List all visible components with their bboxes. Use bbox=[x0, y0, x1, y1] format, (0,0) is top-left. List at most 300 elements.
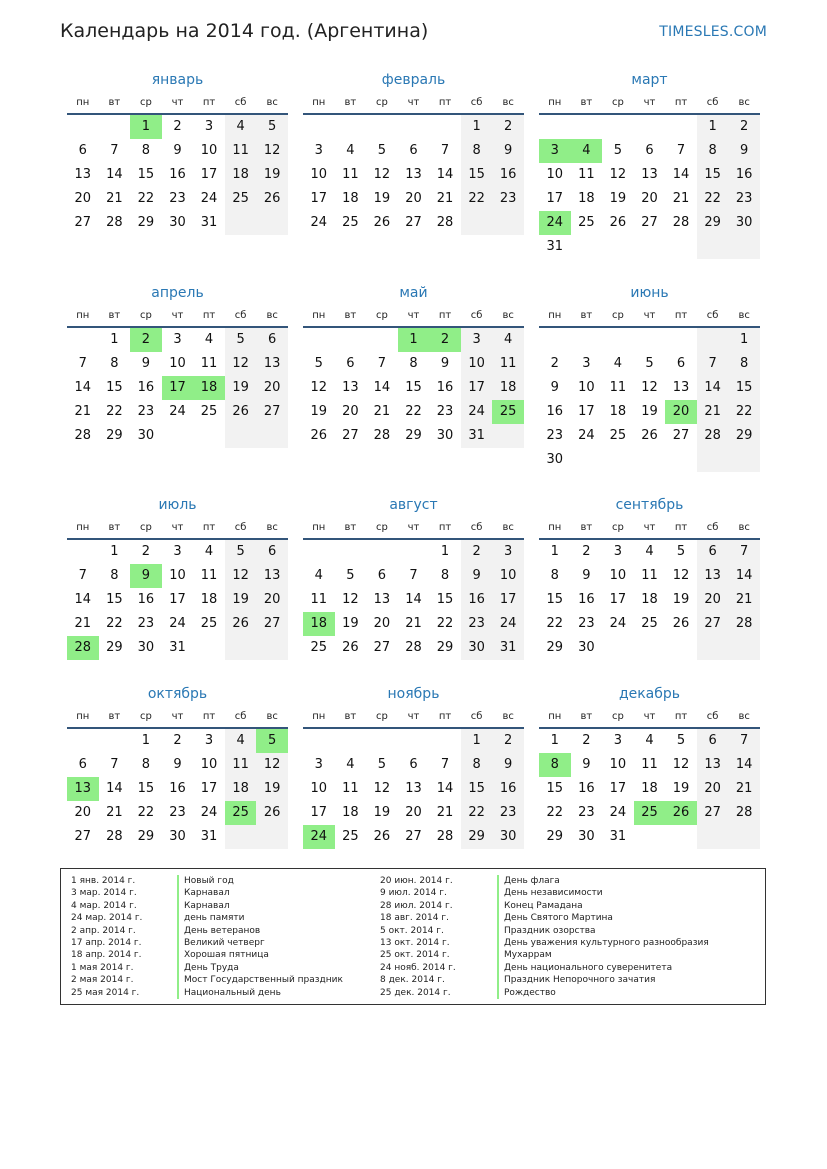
day-cell[interactable]: 7 bbox=[78, 356, 87, 371]
holiday-day-cell[interactable]: 5 bbox=[256, 729, 288, 753]
day-cell[interactable]: 21 bbox=[436, 191, 454, 206]
day-cell[interactable]: 10 bbox=[310, 167, 328, 182]
holiday-day-cell[interactable]: 26 bbox=[665, 801, 697, 825]
day-cell[interactable]: 29 bbox=[405, 428, 422, 443]
day-cell[interactable]: 30 bbox=[137, 428, 155, 443]
day-cell[interactable]: 17 bbox=[310, 805, 328, 820]
day-cell[interactable]: 23 bbox=[492, 187, 524, 211]
day-cell[interactable]: 6 bbox=[78, 757, 87, 772]
day-cell[interactable]: 31 bbox=[461, 424, 493, 448]
day-cell[interactable]: 20 bbox=[697, 588, 729, 612]
day-cell[interactable]: 8 bbox=[461, 139, 493, 163]
day-cell[interactable]: 5 bbox=[676, 544, 686, 559]
day-cell[interactable]: 30 bbox=[492, 825, 524, 849]
day-cell[interactable]: 9 bbox=[582, 757, 591, 772]
day-cell[interactable]: 7 bbox=[110, 143, 119, 158]
day-cell[interactable]: 21 bbox=[436, 805, 454, 820]
day-cell[interactable]: 19 bbox=[342, 616, 359, 631]
day-cell[interactable]: 31 bbox=[609, 829, 627, 844]
day-cell[interactable]: 13 bbox=[256, 352, 288, 376]
day-cell[interactable]: 4 bbox=[314, 568, 323, 583]
day-cell[interactable]: 22 bbox=[436, 616, 454, 631]
holiday-day-cell[interactable]: 3 bbox=[539, 139, 571, 163]
day-cell[interactable]: 4 bbox=[492, 328, 524, 352]
day-cell[interactable]: 2 bbox=[173, 119, 182, 134]
holiday-day-cell[interactable]: 9 bbox=[130, 564, 162, 588]
day-cell[interactable]: 2 bbox=[492, 729, 524, 753]
day-cell[interactable]: 3 bbox=[314, 757, 323, 772]
day-cell[interactable]: 27 bbox=[256, 400, 288, 424]
day-cell[interactable]: 29 bbox=[546, 829, 564, 844]
day-cell[interactable]: 4 bbox=[204, 544, 214, 559]
holiday-day-cell[interactable]: 18 bbox=[193, 376, 225, 400]
day-cell[interactable]: 11 bbox=[492, 352, 524, 376]
day-cell[interactable]: 8 bbox=[697, 139, 729, 163]
day-cell[interactable]: 30 bbox=[578, 640, 595, 655]
day-cell[interactable]: 6 bbox=[377, 568, 387, 583]
day-cell[interactable]: 30 bbox=[436, 428, 454, 443]
day-cell[interactable]: 10 bbox=[200, 143, 218, 158]
day-cell[interactable]: 17 bbox=[200, 781, 218, 796]
day-cell[interactable]: 13 bbox=[641, 167, 658, 182]
day-cell[interactable]: 12 bbox=[373, 167, 391, 182]
day-cell[interactable]: 25 bbox=[342, 829, 359, 844]
day-cell[interactable]: 23 bbox=[578, 616, 595, 631]
day-cell[interactable]: 30 bbox=[728, 211, 760, 235]
day-cell[interactable]: 11 bbox=[225, 753, 257, 777]
day-cell[interactable]: 4 bbox=[346, 757, 355, 772]
day-cell[interactable]: 14 bbox=[106, 781, 123, 796]
day-cell[interactable]: 22 bbox=[461, 801, 493, 825]
day-cell[interactable]: 11 bbox=[342, 781, 359, 796]
day-cell[interactable]: 16 bbox=[436, 380, 454, 395]
day-cell[interactable]: 10 bbox=[200, 757, 218, 772]
day-cell[interactable]: 16 bbox=[137, 380, 155, 395]
day-cell[interactable]: 24 bbox=[609, 616, 627, 631]
day-cell[interactable]: 2 bbox=[461, 540, 493, 564]
day-cell[interactable]: 14 bbox=[74, 380, 92, 395]
day-cell[interactable]: 15 bbox=[461, 777, 493, 801]
day-cell[interactable]: 16 bbox=[169, 167, 186, 182]
day-cell[interactable]: 22 bbox=[106, 616, 123, 631]
day-cell[interactable]: 2 bbox=[582, 544, 591, 559]
day-cell[interactable]: 8 bbox=[110, 568, 119, 583]
day-cell[interactable]: 26 bbox=[256, 187, 288, 211]
day-cell[interactable]: 21 bbox=[697, 400, 729, 424]
day-cell[interactable]: 23 bbox=[137, 404, 155, 419]
day-cell[interactable]: 4 bbox=[204, 332, 214, 347]
day-cell[interactable]: 5 bbox=[256, 115, 288, 139]
day-cell[interactable]: 21 bbox=[728, 588, 760, 612]
day-cell[interactable]: 15 bbox=[106, 592, 123, 607]
day-cell[interactable]: 12 bbox=[672, 568, 690, 583]
day-cell[interactable]: 16 bbox=[578, 781, 595, 796]
day-cell[interactable]: 5 bbox=[225, 328, 257, 352]
day-cell[interactable]: 10 bbox=[310, 781, 328, 796]
day-cell[interactable]: 20 bbox=[74, 805, 92, 820]
day-cell[interactable]: 8 bbox=[110, 356, 119, 371]
day-cell[interactable]: 11 bbox=[342, 167, 359, 182]
day-cell[interactable]: 22 bbox=[697, 187, 729, 211]
day-cell[interactable]: 5 bbox=[225, 540, 257, 564]
day-cell[interactable]: 15 bbox=[728, 376, 760, 400]
day-cell[interactable]: 15 bbox=[461, 163, 493, 187]
day-cell[interactable]: 1 bbox=[550, 733, 559, 748]
day-cell[interactable]: 23 bbox=[492, 801, 524, 825]
day-cell[interactable]: 27 bbox=[672, 428, 690, 443]
day-cell[interactable]: 16 bbox=[492, 777, 524, 801]
day-cell[interactable]: 8 bbox=[440, 568, 450, 583]
day-cell[interactable]: 14 bbox=[697, 376, 729, 400]
day-cell[interactable]: 7 bbox=[728, 729, 760, 753]
day-cell[interactable]: 11 bbox=[641, 757, 658, 772]
holiday-day-cell[interactable]: 2 bbox=[130, 328, 162, 352]
day-cell[interactable]: 6 bbox=[409, 143, 418, 158]
day-cell[interactable]: 30 bbox=[137, 640, 155, 655]
day-cell[interactable]: 12 bbox=[225, 352, 257, 376]
day-cell[interactable]: 3 bbox=[173, 332, 182, 347]
day-cell[interactable]: 19 bbox=[225, 588, 257, 612]
day-cell[interactable]: 17 bbox=[609, 592, 627, 607]
day-cell[interactable]: 20 bbox=[373, 616, 391, 631]
day-cell[interactable]: 31 bbox=[546, 239, 564, 254]
holiday-day-cell[interactable]: 4 bbox=[571, 139, 603, 163]
day-cell[interactable]: 17 bbox=[578, 404, 595, 419]
day-cell[interactable]: 4 bbox=[613, 356, 623, 371]
day-cell[interactable]: 9 bbox=[550, 380, 559, 395]
day-cell[interactable]: 31 bbox=[200, 829, 218, 844]
day-cell[interactable]: 22 bbox=[106, 404, 123, 419]
day-cell[interactable]: 26 bbox=[641, 428, 658, 443]
day-cell[interactable]: 9 bbox=[492, 139, 524, 163]
day-cell[interactable]: 1 bbox=[141, 733, 151, 748]
day-cell[interactable]: 12 bbox=[256, 753, 288, 777]
day-cell[interactable]: 6 bbox=[697, 729, 729, 753]
day-cell[interactable]: 29 bbox=[436, 640, 454, 655]
day-cell[interactable]: 7 bbox=[409, 568, 418, 583]
day-cell[interactable]: 12 bbox=[641, 380, 658, 395]
day-cell[interactable]: 13 bbox=[672, 380, 690, 395]
day-cell[interactable]: 3 bbox=[613, 544, 623, 559]
day-cell[interactable]: 13 bbox=[697, 564, 729, 588]
day-cell[interactable]: 16 bbox=[578, 592, 595, 607]
day-cell[interactable]: 12 bbox=[609, 167, 627, 182]
day-cell[interactable]: 26 bbox=[373, 829, 391, 844]
day-cell[interactable]: 25 bbox=[310, 640, 328, 655]
day-cell[interactable]: 10 bbox=[609, 568, 627, 583]
day-cell[interactable]: 21 bbox=[106, 805, 123, 820]
day-cell[interactable]: 29 bbox=[728, 424, 760, 448]
day-cell[interactable]: 18 bbox=[342, 191, 359, 206]
day-cell[interactable]: 28 bbox=[436, 829, 454, 844]
holiday-day-cell[interactable]: 25 bbox=[634, 801, 666, 825]
day-cell[interactable]: 9 bbox=[728, 139, 760, 163]
day-cell[interactable]: 3 bbox=[204, 119, 214, 134]
day-cell[interactable]: 15 bbox=[405, 380, 422, 395]
holiday-day-cell[interactable]: 28 bbox=[67, 636, 99, 660]
day-cell[interactable]: 25 bbox=[578, 215, 595, 230]
day-cell[interactable]: 5 bbox=[377, 143, 387, 158]
day-cell[interactable]: 23 bbox=[546, 428, 564, 443]
day-cell[interactable]: 13 bbox=[373, 592, 391, 607]
day-cell[interactable]: 16 bbox=[169, 781, 186, 796]
day-cell[interactable]: 26 bbox=[672, 616, 690, 631]
day-cell[interactable]: 12 bbox=[373, 781, 391, 796]
day-cell[interactable]: 18 bbox=[641, 592, 658, 607]
day-cell[interactable]: 2 bbox=[550, 356, 559, 371]
day-cell[interactable]: 28 bbox=[728, 612, 760, 636]
day-cell[interactable]: 28 bbox=[728, 801, 760, 825]
day-cell[interactable]: 10 bbox=[492, 564, 524, 588]
day-cell[interactable]: 14 bbox=[728, 564, 760, 588]
holiday-day-cell[interactable]: 2 bbox=[429, 328, 461, 352]
brand-logo-text[interactable]: TIMESLES.COM bbox=[659, 24, 767, 40]
day-cell[interactable]: 17 bbox=[310, 191, 328, 206]
day-cell[interactable]: 30 bbox=[169, 215, 186, 230]
day-cell[interactable]: 20 bbox=[405, 805, 422, 820]
day-cell[interactable]: 27 bbox=[405, 215, 422, 230]
day-cell[interactable]: 22 bbox=[461, 187, 493, 211]
day-cell[interactable]: 11 bbox=[310, 592, 328, 607]
day-cell[interactable]: 7 bbox=[728, 540, 760, 564]
holiday-day-cell[interactable]: 1 bbox=[398, 328, 430, 352]
day-cell[interactable]: 10 bbox=[461, 352, 493, 376]
holiday-day-cell[interactable]: 20 bbox=[665, 400, 697, 424]
day-cell[interactable]: 27 bbox=[697, 612, 729, 636]
day-cell[interactable]: 4 bbox=[346, 143, 355, 158]
day-cell[interactable]: 25 bbox=[225, 187, 257, 211]
day-cell[interactable]: 23 bbox=[137, 616, 155, 631]
day-cell[interactable]: 28 bbox=[106, 829, 123, 844]
day-cell[interactable]: 19 bbox=[373, 805, 391, 820]
day-cell[interactable]: 17 bbox=[492, 588, 524, 612]
day-cell[interactable]: 20 bbox=[342, 404, 359, 419]
day-cell[interactable]: 24 bbox=[200, 191, 218, 206]
day-cell[interactable]: 18 bbox=[641, 781, 658, 796]
day-cell[interactable]: 9 bbox=[582, 568, 591, 583]
day-cell[interactable]: 13 bbox=[405, 167, 422, 182]
day-cell[interactable]: 21 bbox=[74, 404, 92, 419]
day-cell[interactable]: 24 bbox=[169, 404, 186, 419]
day-cell[interactable]: 25 bbox=[342, 215, 359, 230]
day-cell[interactable]: 8 bbox=[409, 356, 418, 371]
holiday-day-cell[interactable]: 1 bbox=[130, 115, 162, 139]
day-cell[interactable]: 28 bbox=[697, 424, 729, 448]
day-cell[interactable]: 18 bbox=[609, 404, 627, 419]
day-cell[interactable]: 13 bbox=[256, 564, 288, 588]
day-cell[interactable]: 14 bbox=[672, 167, 690, 182]
day-cell[interactable]: 21 bbox=[672, 191, 690, 206]
day-cell[interactable]: 16 bbox=[137, 592, 155, 607]
day-cell[interactable]: 7 bbox=[676, 143, 686, 158]
day-cell[interactable]: 1 bbox=[461, 115, 493, 139]
day-cell[interactable]: 11 bbox=[200, 356, 218, 371]
day-cell[interactable]: 5 bbox=[377, 757, 387, 772]
day-cell[interactable]: 15 bbox=[106, 380, 123, 395]
day-cell[interactable]: 22 bbox=[546, 805, 564, 820]
day-cell[interactable]: 11 bbox=[609, 380, 627, 395]
day-cell[interactable]: 16 bbox=[546, 404, 564, 419]
day-cell[interactable]: 14 bbox=[436, 781, 454, 796]
day-cell[interactable]: 21 bbox=[405, 616, 422, 631]
day-cell[interactable]: 30 bbox=[546, 452, 564, 467]
day-cell[interactable]: 3 bbox=[173, 544, 182, 559]
day-cell[interactable]: 1 bbox=[110, 332, 119, 347]
day-cell[interactable]: 9 bbox=[141, 356, 151, 371]
day-cell[interactable]: 22 bbox=[137, 191, 155, 206]
day-cell[interactable]: 20 bbox=[256, 588, 288, 612]
day-cell[interactable]: 19 bbox=[373, 191, 391, 206]
day-cell[interactable]: 27 bbox=[74, 829, 92, 844]
day-cell[interactable]: 23 bbox=[578, 805, 595, 820]
day-cell[interactable]: 13 bbox=[405, 781, 422, 796]
day-cell[interactable]: 17 bbox=[200, 167, 218, 182]
day-cell[interactable]: 14 bbox=[74, 592, 92, 607]
day-cell[interactable]: 3 bbox=[492, 540, 524, 564]
day-cell[interactable]: 19 bbox=[672, 781, 690, 796]
holiday-day-cell[interactable]: 25 bbox=[492, 400, 524, 424]
day-cell[interactable]: 9 bbox=[461, 564, 493, 588]
day-cell[interactable]: 29 bbox=[106, 640, 123, 655]
day-cell[interactable]: 16 bbox=[461, 588, 493, 612]
day-cell[interactable]: 6 bbox=[645, 143, 654, 158]
day-cell[interactable]: 28 bbox=[436, 215, 454, 230]
day-cell[interactable]: 19 bbox=[672, 592, 690, 607]
day-cell[interactable]: 13 bbox=[342, 380, 359, 395]
day-cell[interactable]: 18 bbox=[225, 777, 257, 801]
day-cell[interactable]: 9 bbox=[440, 356, 450, 371]
day-cell[interactable]: 15 bbox=[697, 163, 729, 187]
day-cell[interactable]: 25 bbox=[200, 616, 218, 631]
day-cell[interactable]: 26 bbox=[225, 612, 257, 636]
day-cell[interactable]: 29 bbox=[137, 829, 155, 844]
day-cell[interactable]: 29 bbox=[106, 428, 123, 443]
day-cell[interactable]: 2 bbox=[728, 115, 760, 139]
day-cell[interactable]: 28 bbox=[405, 640, 422, 655]
day-cell[interactable]: 7 bbox=[110, 757, 119, 772]
day-cell[interactable]: 30 bbox=[169, 829, 186, 844]
day-cell[interactable]: 19 bbox=[609, 191, 627, 206]
day-cell[interactable]: 27 bbox=[74, 215, 92, 230]
day-cell[interactable]: 12 bbox=[672, 757, 690, 772]
day-cell[interactable]: 18 bbox=[200, 592, 218, 607]
day-cell[interactable]: 10 bbox=[546, 167, 564, 182]
day-cell[interactable]: 7 bbox=[377, 356, 387, 371]
day-cell[interactable]: 15 bbox=[546, 592, 564, 607]
day-cell[interactable]: 19 bbox=[225, 376, 257, 400]
day-cell[interactable]: 26 bbox=[256, 801, 288, 825]
day-cell[interactable]: 27 bbox=[373, 640, 391, 655]
day-cell[interactable]: 23 bbox=[728, 187, 760, 211]
day-cell[interactable]: 26 bbox=[609, 215, 627, 230]
day-cell[interactable]: 24 bbox=[461, 400, 493, 424]
day-cell[interactable]: 14 bbox=[728, 753, 760, 777]
day-cell[interactable]: 6 bbox=[676, 356, 686, 371]
day-cell[interactable]: 20 bbox=[405, 191, 422, 206]
day-cell[interactable]: 28 bbox=[373, 428, 391, 443]
day-cell[interactable]: 1 bbox=[728, 328, 760, 352]
day-cell[interactable]: 26 bbox=[225, 400, 257, 424]
day-cell[interactable]: 1 bbox=[461, 729, 493, 753]
day-cell[interactable]: 8 bbox=[141, 757, 151, 772]
day-cell[interactable]: 14 bbox=[405, 592, 422, 607]
day-cell[interactable]: 28 bbox=[106, 215, 123, 230]
day-cell[interactable]: 5 bbox=[346, 568, 355, 583]
day-cell[interactable]: 25 bbox=[609, 428, 627, 443]
holiday-day-cell[interactable]: 13 bbox=[67, 777, 99, 801]
day-cell[interactable]: 16 bbox=[728, 163, 760, 187]
day-cell[interactable]: 6 bbox=[346, 356, 355, 371]
day-cell[interactable]: 29 bbox=[546, 640, 564, 655]
day-cell[interactable]: 26 bbox=[373, 215, 391, 230]
day-cell[interactable]: 8 bbox=[461, 753, 493, 777]
day-cell[interactable]: 6 bbox=[409, 757, 418, 772]
day-cell[interactable]: 3 bbox=[204, 733, 214, 748]
day-cell[interactable]: 3 bbox=[314, 143, 323, 158]
day-cell[interactable]: 4 bbox=[645, 544, 654, 559]
day-cell[interactable]: 6 bbox=[256, 540, 288, 564]
day-cell[interactable]: 29 bbox=[697, 211, 729, 235]
day-cell[interactable]: 7 bbox=[697, 352, 729, 376]
day-cell[interactable]: 21 bbox=[106, 191, 123, 206]
day-cell[interactable]: 17 bbox=[546, 191, 564, 206]
day-cell[interactable]: 18 bbox=[225, 163, 257, 187]
day-cell[interactable]: 19 bbox=[641, 404, 658, 419]
day-cell[interactable]: 17 bbox=[461, 376, 493, 400]
day-cell[interactable]: 1 bbox=[550, 544, 559, 559]
day-cell[interactable]: 23 bbox=[436, 404, 454, 419]
day-cell[interactable]: 24 bbox=[492, 612, 524, 636]
day-cell[interactable]: 23 bbox=[169, 805, 186, 820]
holiday-day-cell[interactable]: 8 bbox=[539, 753, 571, 777]
day-cell[interactable]: 14 bbox=[436, 167, 454, 182]
day-cell[interactable]: 23 bbox=[169, 191, 186, 206]
day-cell[interactable]: 11 bbox=[641, 568, 658, 583]
day-cell[interactable]: 26 bbox=[310, 428, 328, 443]
day-cell[interactable]: 8 bbox=[728, 352, 760, 376]
day-cell[interactable]: 13 bbox=[74, 167, 92, 182]
day-cell[interactable]: 27 bbox=[342, 428, 359, 443]
day-cell[interactable]: 14 bbox=[373, 380, 391, 395]
day-cell[interactable]: 9 bbox=[173, 143, 182, 158]
day-cell[interactable]: 6 bbox=[78, 143, 87, 158]
day-cell[interactable]: 20 bbox=[641, 191, 658, 206]
day-cell[interactable]: 10 bbox=[609, 757, 627, 772]
day-cell[interactable]: 12 bbox=[225, 564, 257, 588]
day-cell[interactable]: 26 bbox=[342, 640, 359, 655]
day-cell[interactable]: 29 bbox=[461, 825, 493, 849]
day-cell[interactable]: 28 bbox=[672, 215, 690, 230]
day-cell[interactable]: 27 bbox=[697, 801, 729, 825]
day-cell[interactable]: 5 bbox=[645, 356, 654, 371]
day-cell[interactable]: 5 bbox=[314, 356, 323, 371]
holiday-day-cell[interactable]: 24 bbox=[303, 825, 335, 849]
day-cell[interactable]: 9 bbox=[492, 753, 524, 777]
day-cell[interactable]: 18 bbox=[578, 191, 595, 206]
day-cell[interactable]: 12 bbox=[310, 380, 328, 395]
day-cell[interactable]: 12 bbox=[256, 139, 288, 163]
day-cell[interactable]: 4 bbox=[645, 733, 654, 748]
day-cell[interactable]: 8 bbox=[550, 568, 559, 583]
day-cell[interactable]: 1 bbox=[440, 544, 450, 559]
day-cell[interactable]: 17 bbox=[169, 592, 186, 607]
day-cell[interactable]: 7 bbox=[78, 568, 87, 583]
day-cell[interactable]: 25 bbox=[200, 404, 218, 419]
day-cell[interactable]: 18 bbox=[342, 805, 359, 820]
day-cell[interactable]: 8 bbox=[141, 143, 151, 158]
day-cell[interactable]: 2 bbox=[582, 733, 591, 748]
day-cell[interactable]: 13 bbox=[697, 753, 729, 777]
